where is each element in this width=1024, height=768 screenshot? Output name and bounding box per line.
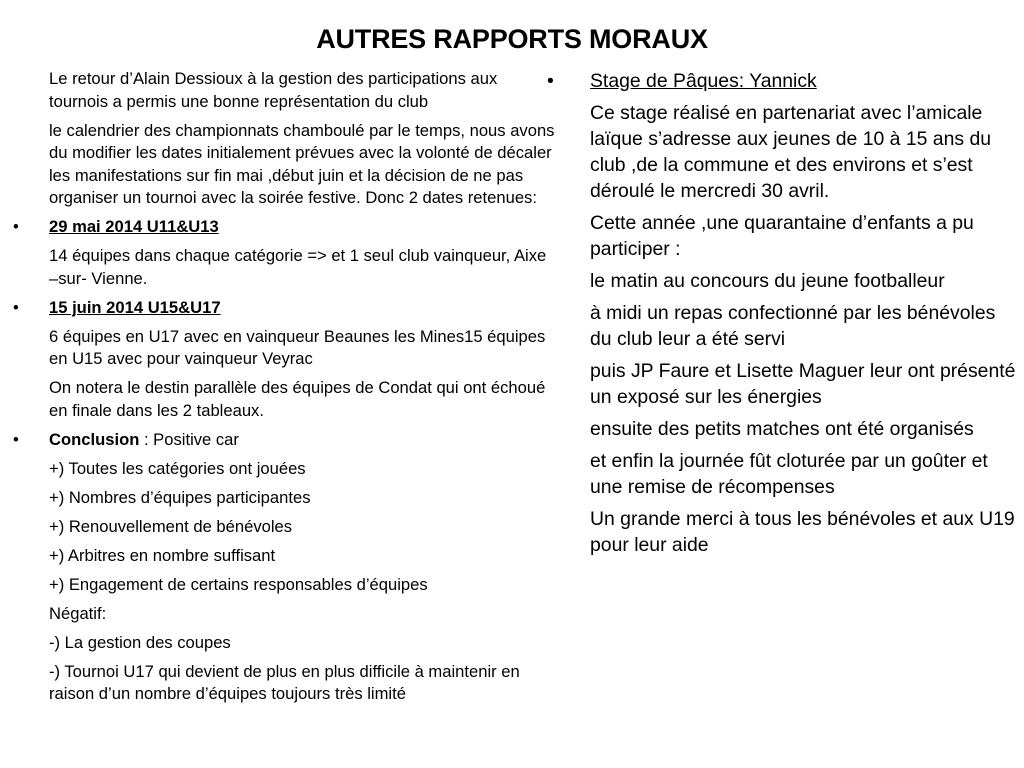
conclusion-label: Conclusion — [49, 429, 140, 449]
stage-paragraph: Cette année ,une quarantaine d’enfants a pu participer : — [590, 212, 974, 260]
event-1-text: 14 équipes dans chaque catégorie => et 1 seul club vainqueur, Aixe –sur- Vienne. — [49, 246, 547, 288]
conclusion-item — [10, 429, 555, 452]
stage-paragraph: Ce stage réalisé en partenariat avec l’amicale laïque s’adresse aux jeunes de 10 à 15 ans du club ,de la commune et des environs et s’est déroulé le mercredi 30 avril. — [590, 102, 992, 202]
left-column — [10, 68, 555, 712]
event-2-text-2: On notera le destin parallèle des équipes de Condat qui ont échoué en finale dans les 2 tableaux. — [49, 378, 546, 420]
stage-paragraph: le matin au concours du jeune footballeur — [590, 270, 945, 292]
intro-paragraph-2: le calendrier des championnats chamboulé par le temps, nous avons du modifier les dates initialement prévues avec la volonté de décaler les manifestations sur fin mai ,début juin et la décision de ne pas organiser un tournoi avec la soirée festive. Donc 2 dates retenues: — [49, 120, 555, 207]
negative-item: -) La gestion des coupes — [49, 632, 231, 652]
event-2-heading-text: 15 juin 2014 U15&U17 — [49, 297, 221, 317]
event-1-heading — [10, 216, 555, 239]
positive-item: +) Nombres d’équipes participantes — [49, 487, 311, 507]
positive-item: +) Engagement de certains responsables d’équipes — [49, 574, 428, 594]
event-2-text-1: 6 équipes en U17 avec en vainqueur Beaunes les Mines15 équipes en U15 avec pour vainqueur Veyrac — [49, 326, 546, 368]
event-2-heading — [10, 297, 555, 320]
right-column — [575, 68, 1020, 564]
stage-paragraph: ensuite des petits matches ont été organisés — [590, 418, 974, 440]
stage-heading-text: Stage de Pâques: Yannick — [590, 70, 817, 92]
negative-item: -) Tournoi U17 qui devient de plus en plus difficile à maintenir en raison d’un nombre d’équipes toujours très limité — [49, 661, 520, 703]
conclusion-text: : Positive car — [139, 429, 239, 449]
stage-paragraph: Un grande merci à tous les bénévoles et aux U19 pour leur aide — [590, 508, 1015, 556]
stage-heading — [575, 68, 1020, 94]
intro-paragraph-1: Le retour d’Alain Dessioux à la gestion des participations aux tournois a permis une bonne représentation du club — [49, 69, 498, 111]
positive-item: +) Renouvellement de bénévoles — [49, 516, 293, 536]
stage-paragraph: puis JP Faure et Lisette Maguer leur ont présenté un exposé sur les énergies — [590, 360, 1016, 408]
slide-title: AUTRES RAPPORTS MORAUX — [316, 24, 708, 54]
positive-item: +) Arbitres en nombre suffisant — [49, 545, 276, 565]
event-1-heading-text: 29 mai 2014 U11&U13 — [49, 217, 219, 236]
positive-item: +) Toutes les catégories ont jouées — [49, 458, 306, 478]
stage-paragraph: à midi un repas confectionné par les bénévoles du club leur a été servi — [590, 302, 996, 350]
stage-paragraph: et enfin la journée fût cloturée par un goûter et une remise de récompenses — [590, 450, 988, 498]
negative-label: Négatif: — [49, 603, 107, 623]
